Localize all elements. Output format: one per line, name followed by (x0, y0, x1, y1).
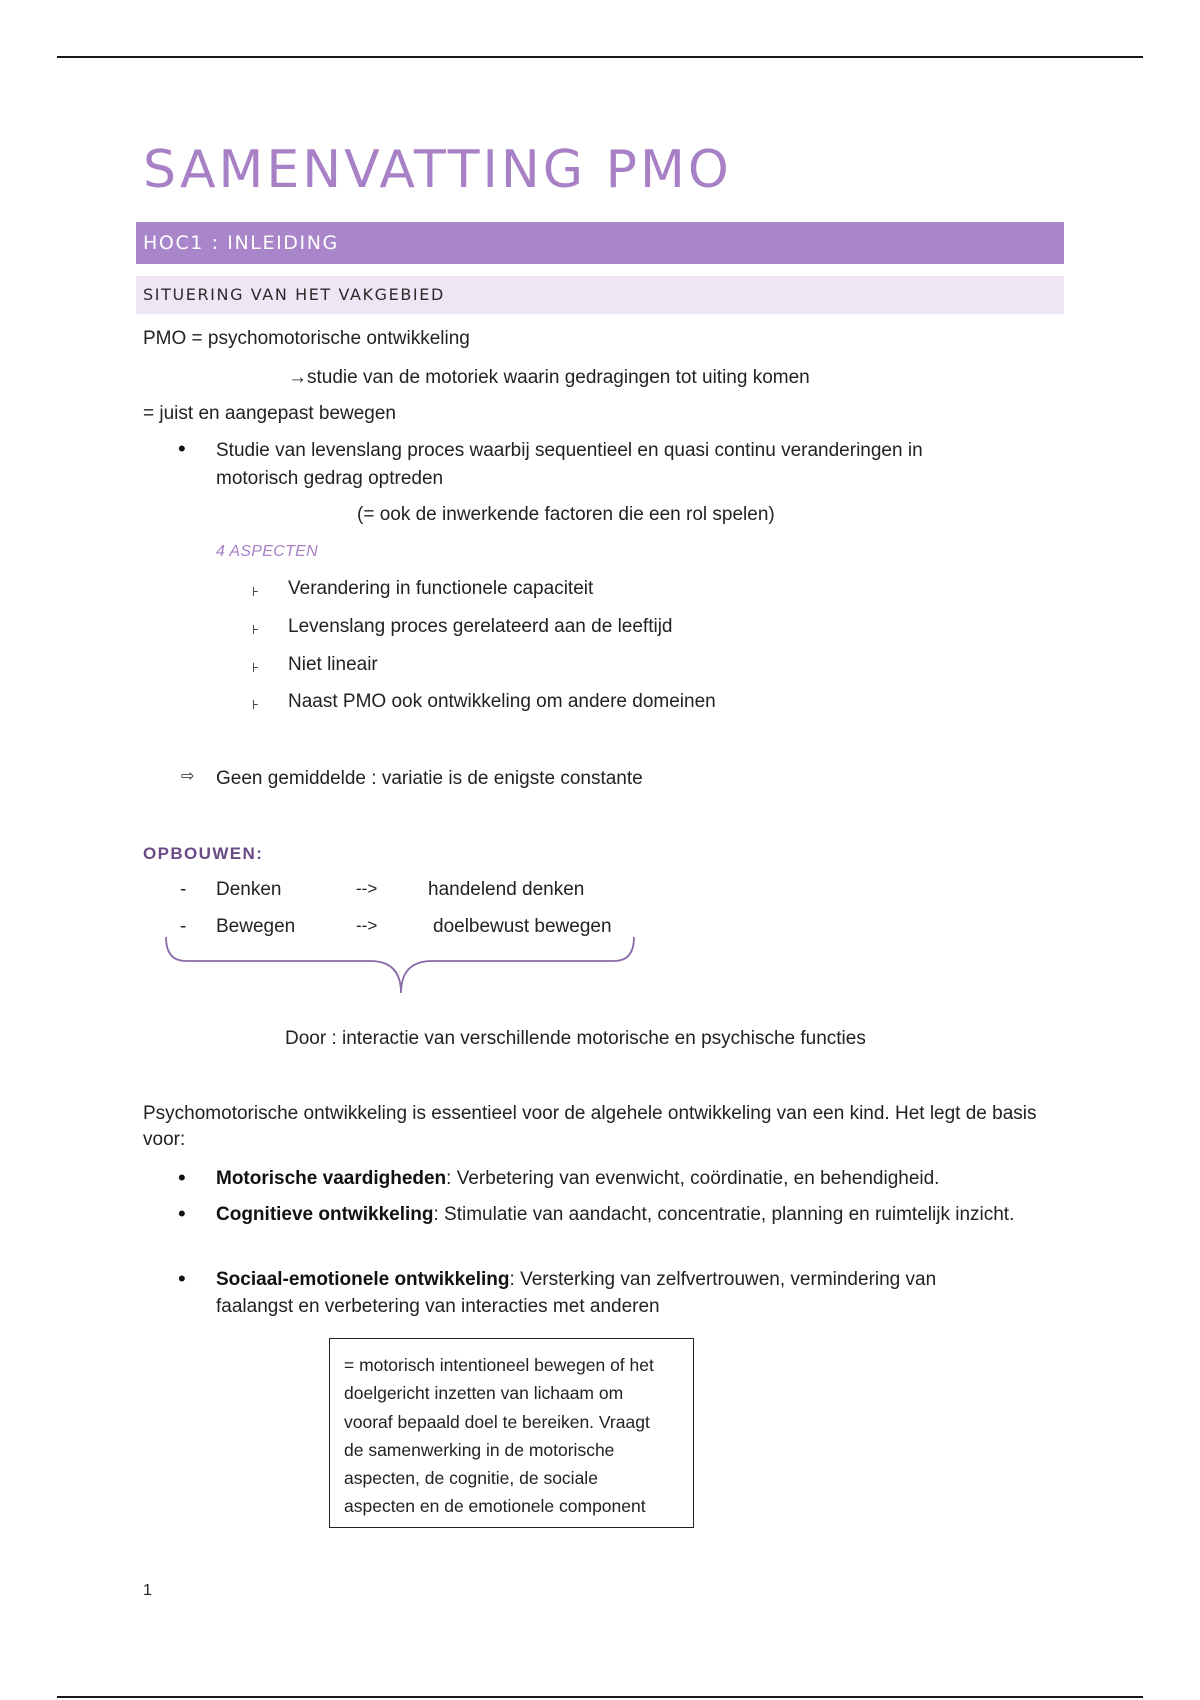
aspect-item: Verandering in functionele capaciteit (288, 578, 594, 599)
heading-hoc1: HOC1 : INLEIDING (136, 222, 1064, 264)
square-bullet-icon: ⊦ (252, 697, 259, 712)
bullet-study-line1: Studie van levenslang proces waarbij sequentieel en quasi continu veranderingen in (216, 440, 923, 461)
aspect-item: Levenslang proces gerelateerd aan de leeftijd (288, 616, 673, 637)
bullet-icon: • (178, 436, 186, 461)
opbouwen-right: doelbewust bewegen (433, 916, 612, 937)
square-bullet-icon: ⊦ (252, 584, 259, 599)
factors-note: (= ook de inwerkende factoren die een rol spelen) (357, 504, 775, 525)
definition-textbox (329, 1338, 694, 1528)
textbox-line: de samenwerking in de motorische (344, 1439, 615, 1460)
bullet-study-line2: motorisch gedrag optreden (216, 468, 444, 489)
square-bullet-icon: ⊦ (252, 660, 259, 675)
document-title: SAMENVATTING PMO (143, 140, 732, 200)
aspect-item: Naast PMO ook ontwikkeling om andere domeinen (288, 691, 716, 712)
conclusion-text: Geen gemiddelde : variatie is de enigste constante (216, 768, 643, 789)
textbox-line: = motorisch intentioneel bewegen of het (344, 1355, 654, 1375)
benefit-term: Cognitieve ontwikkeling (216, 1204, 434, 1225)
door-line: Door : interactie van verschillende motorische en psychische functies (285, 1028, 866, 1049)
curly-brace-icon (160, 935, 642, 997)
opbouwen-left: Denken (216, 879, 282, 900)
pmo-definition: PMO = psychomotorische ontwikkeling (143, 328, 470, 349)
opbouwen-heading: OPBOUWEN: (143, 844, 264, 863)
heading-situering: SITUERING VAN HET VAKGEBIED (136, 276, 1064, 314)
dash-bullet: - (180, 879, 187, 900)
textbox-line: vooraf bepaald doel te bereiken. Vraagt (344, 1411, 650, 1432)
benefit-term: Motorische vaardigheden (216, 1168, 447, 1189)
benefit-text: : Verbetering van evenwicht, coördinatie, en behendigheid. (446, 1168, 940, 1189)
square-bullet-icon: ⊦ (252, 622, 259, 637)
aspects-label: 4 ASPECTEN (216, 543, 318, 560)
aspect-item: Niet lineair (288, 654, 378, 675)
dash-bullet: - (180, 916, 187, 937)
benefit-item (216, 1165, 1016, 1192)
textbox-line: aspecten, de cognitie, de sociale (344, 1468, 598, 1489)
benefit-text: : Versterking van zelfvertrouwen, vermindering van faalangst en verbetering van interacties met anderen (216, 1269, 937, 1317)
benefit-term: Sociaal-emotionele ontwikkeling (216, 1269, 510, 1290)
correct-movement: = juist en aangepast bewegen (143, 403, 397, 424)
opbouwen-left: Bewegen (216, 916, 296, 937)
footer-rule (57, 1696, 1143, 1698)
benefit-item (216, 1266, 1016, 1320)
benefit-item (216, 1201, 1016, 1228)
intro-paragraph: Psychomotorische ontwikkeling is essentieel voor de algehele ontwikkeling van een kind. Het legt de basis voor: (143, 1103, 1037, 1150)
bullet-icon: • (178, 1165, 186, 1190)
right-arrow-icon: ⇨ (181, 768, 195, 785)
opbouwen-arrow: --> (356, 916, 378, 935)
opbouwen-right: handelend denken (428, 879, 585, 900)
benefit-text: : Stimulatie van aandacht, concentratie, planning en ruimtelijk inzicht. (433, 1204, 1015, 1225)
header-rule (57, 56, 1143, 58)
arrow-line: →studie van de motoriek waarin gedragingen tot uiting komen (288, 367, 810, 388)
page-number: 1 (143, 1582, 152, 1599)
textbox-line: aspecten en de emotionele component (344, 1496, 646, 1517)
bullet-icon: • (178, 1266, 186, 1291)
opbouwen-arrow: --> (356, 879, 378, 898)
textbox-line: doelgericht inzetten van lichaam om (344, 1383, 624, 1404)
bullet-icon: • (178, 1201, 186, 1226)
